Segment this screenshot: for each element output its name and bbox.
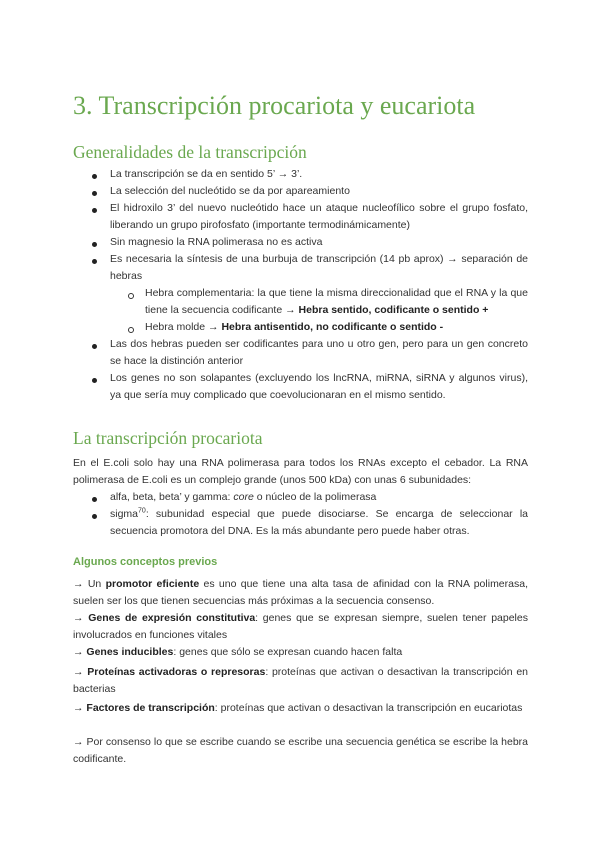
list-item: Los genes no son solapantes (excluyendo los lncRNA, miRNA, siRNA y algunos virus), ya que sería muy complicado que coevolucionaran en el mismo sentido.: [110, 372, 528, 401]
bullet-dot: [92, 344, 97, 349]
list-item: Las dos hebras pueden ser codificantes para uno u otro gen, pero para un gen concreto se hace la distinción anterior: [110, 338, 528, 367]
concept-item: → Un promotor eficiente es uno que tiene una alta tasa de afinidad con la RNA polimerasa, suelen ser los que tienen secuencias más próximas a la secuencia consenso.: [73, 578, 528, 607]
list-item: alfa, beta, beta’ y gamma: core o núcleo de la polimerasa: [110, 491, 377, 503]
bullet-dot: [92, 208, 97, 213]
concept-item: → Genes de expresión constitutiva: genes que se expresan siempre, suelen tener papeles involucrados en funciones vitales: [73, 612, 528, 641]
sub-bullet-ring: [128, 327, 134, 333]
list-item: La selección del nucleótido se da por apareamiento: [110, 185, 350, 197]
section-heading-generalidades: Generalidades de la transcripción: [73, 142, 307, 162]
bullet-dot: [92, 259, 97, 264]
bullet-dot: [92, 242, 97, 247]
section-heading-procariota: La transcripción procariota: [73, 428, 263, 448]
bullet-dot: [92, 497, 97, 502]
list-item: El hidroxilo 3’ del nuevo nucleótido hace un ataque nucleofílico sobre el grupo fosfato, liberando un grupo pirofosfato (importante termodinámicamente): [110, 202, 528, 231]
sub-list-item: Hebra molde → Hebra antisentido, no codificante o sentido -: [145, 321, 444, 333]
sub-bullet-ring: [128, 293, 134, 299]
concept-item: → Genes inducibles: genes que sólo se expresan cuando hacen falta: [73, 646, 403, 658]
concept-item: → Por consenso lo que se escribe cuando se escribe una secuencia genética se escribe la hebra codificante.: [73, 736, 528, 765]
list-item: Es necesaria la síntesis de una burbuja de transcripción (14 pb aprox) → separación de hebras: [110, 253, 528, 282]
bullet-dot: [92, 378, 97, 383]
list-item: Sin magnesio la RNA polimerasa no es activa: [110, 236, 323, 248]
bullet-dot: [92, 174, 97, 179]
list-item: sigma$^{70}$: subunidad especial que puede disociarse. Se encarga de seleccionar la secuencia promotora del DNA. Es la más abundante pero puede haber otras.: [110, 507, 528, 537]
paragraph-intro: En el E.coli solo hay una RNA polimerasa para todos los RNAs excepto el cebador. La RNA polimerasa de E.coli es un complejo grande (unos 500 kDa) con unas 6 subunidades:: [73, 457, 528, 486]
page-title: 3. Transcripción procariota y eucariota: [73, 91, 476, 120]
concept-item: → Proteínas activadoras o represoras: proteínas que activan o desactivan la transcripción en bacterias: [73, 666, 529, 695]
sub-list-item: Hebra complementaria: la que tiene la misma direccionalidad que el RNA y la que tiene la secuencia codificante → Hebra sentido, codificante o sentido +: [145, 287, 528, 316]
bullet-dot: [92, 191, 97, 196]
subsection-heading-conceptos: Algunos conceptos previos: [73, 556, 218, 568]
bullet-dot: [92, 514, 97, 519]
list-item: La transcripción se da en sentido 5’ → 3’.: [110, 168, 303, 180]
concept-item: → Factores de transcripción: proteínas que activan o desactivan la transcripción en eucariotas: [73, 702, 523, 714]
